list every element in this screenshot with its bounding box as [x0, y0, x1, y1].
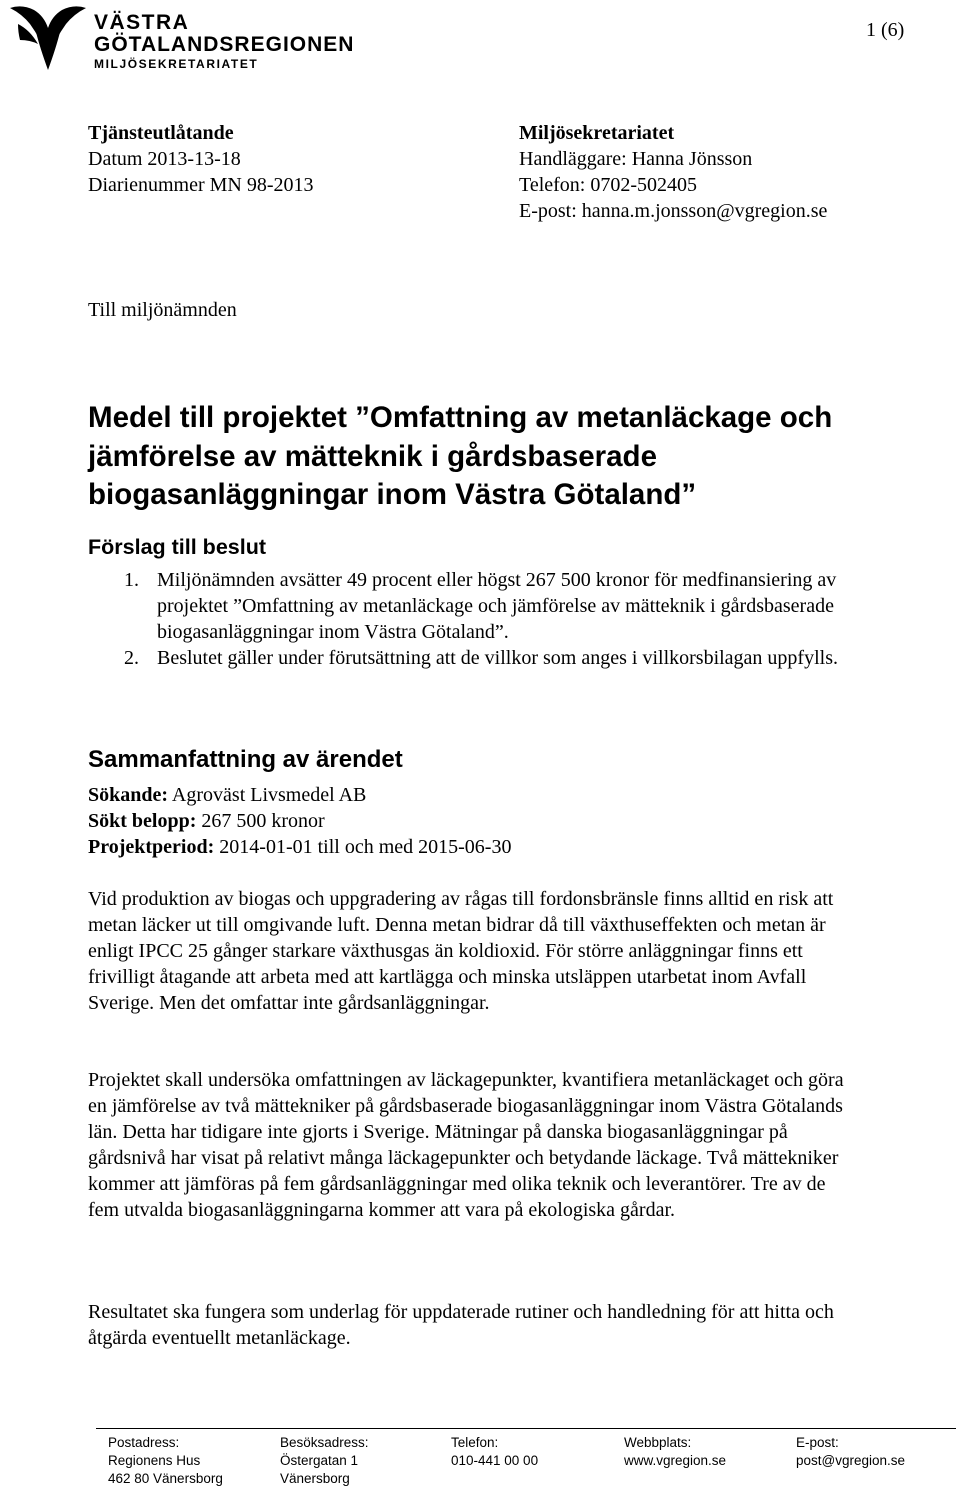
amount-label: Sökt belopp:: [88, 810, 197, 832]
recipient: Till miljönämnden: [88, 299, 237, 321]
document-type: Tjänsteutlåtande: [88, 122, 234, 144]
footer-website: [624, 1434, 726, 1470]
footer-label: E-post:: [796, 1435, 839, 1450]
applicant-value: Agroväst Livsmedel AB: [168, 784, 367, 806]
handler-phone: Telefon: 0702-502405: [519, 174, 698, 196]
applicant-label: Sökande:: [88, 784, 169, 806]
footer-value: Vänersborg: [280, 1471, 350, 1486]
period-row: [88, 834, 511, 860]
footer-value: 010-441 00 00: [451, 1453, 539, 1468]
period-value: 2014-01-01 till och med 2015-06-30: [214, 836, 512, 858]
department-name: Miljösekretariatet: [519, 122, 675, 144]
page-number: 1 (6): [866, 19, 905, 41]
logo-line-1: VÄSTRA: [94, 11, 190, 34]
document-title: Medel till projektet ”Omfattning av metanläckage och jämförelse av mätteknik i gårdsbaserade biogasanläggningar inom Västra Götaland”: [88, 401, 833, 511]
summary-paragraph: Vid produktion av biogas och uppgradering av rågas till fordonsbränsle finns alltid en risk att metan läcker ut till omgivande luft. Denna metan bidrar då till växthuseffekten och metan är enligt IPCC 25 gånger starkare växthusgas än koldioxid. För större anläggningar finns ett frivilligt åtagande att arbeta med att kartlägga och minska utsläppen utarbetat inom Avfall Sverige. Men det omfattar inte gårdsanläggningar.: [88, 888, 834, 1014]
decision-heading: Förslag till beslut: [88, 535, 266, 559]
footer-value: post@vgregion.se: [796, 1453, 906, 1468]
footer-label: Postadress:: [108, 1435, 180, 1450]
decision-item: [88, 567, 848, 645]
decision-item-number: 1.: [124, 569, 139, 591]
footer-label: Telefon:: [451, 1435, 499, 1450]
footer-email: [796, 1434, 905, 1470]
organization-logo: [8, 4, 368, 74]
footer-value: Östergatan 1: [280, 1453, 359, 1468]
document-date: Datum 2013-13-18: [88, 148, 241, 170]
footer-visiting-address: [280, 1434, 369, 1488]
summary-heading: Sammanfattning av ärendet: [88, 746, 403, 773]
footer-value: Regionens Hus: [108, 1453, 201, 1468]
amount-value: 267 500 kronor: [196, 810, 325, 832]
footer-value: 462 80 Vänersborg: [108, 1471, 223, 1486]
vgr-mark-icon: [8, 4, 88, 74]
decision-item-text: Beslutet gäller under förutsättning att de villkor som anges i villkorsbilagan uppfylls.: [157, 647, 838, 669]
summary-paragraph: Projektet skall undersöka omfattningen av läckagepunkter, kvantifiera metanläckaget och göra en jämförelse av två mättekniker på gårdsbaserade biogasanläggningar inom Västra Götalands län. Detta har tidigare inte gjorts i Sverige. Mätningar på danska biogasanläggningar på gårdsnivå har visat på relativt många läckagepunkter och betydande läckage. Två mättekniker kommer att jämföras på fem gårdsanläggningar med olika teknik och leverantörer. Tre av de fem utvalda biogasanläggningarna kommer att vara på ekologiska gårdar.: [88, 1069, 844, 1221]
footer-label: Besöksadress:: [280, 1435, 369, 1450]
document-meta-right: [519, 120, 827, 224]
handler: Handläggare: Hanna Jönsson: [519, 148, 753, 170]
decision-item: [88, 645, 848, 671]
decision-list: [88, 567, 848, 671]
logo-line-2: GÖTALANDSREGIONEN: [94, 33, 355, 56]
applicant-row: [88, 782, 511, 808]
footer-phone: [451, 1434, 538, 1470]
period-label: Projektperiod:: [88, 836, 215, 858]
logo-line-3: MILJÖSEKRETARIATET: [94, 57, 259, 71]
application-facts: [88, 782, 511, 860]
decision-item-number: 2.: [124, 647, 139, 669]
logo-wordmark: [94, 12, 354, 72]
handler-email: E-post: hanna.m.jonsson@vgregion.se: [519, 200, 828, 222]
amount-row: [88, 808, 511, 834]
summary-paragraph: Resultatet ska fungera som underlag för uppdaterade rutiner och handledning för att hitta och åtgärda eventuellt metanläckage.: [88, 1301, 834, 1349]
footer-postal-address: [108, 1434, 223, 1488]
diary-number: Diarienummer MN 98-2013: [88, 174, 314, 196]
document-meta-left: [88, 120, 314, 198]
footer-value: www.vgregion.se: [624, 1453, 727, 1468]
decision-item-text: Miljönämnden avsätter 49 procent eller högst 267 500 kronor för medfinansiering av projektet ”Omfattning av metanläckage och jämförelse av mätteknik i gårdsbaserade biogasanläggningar inom Västra Götaland”.: [157, 569, 837, 643]
footer-label: Webbplats:: [624, 1435, 692, 1450]
footer-divider: [96, 1428, 956, 1429]
